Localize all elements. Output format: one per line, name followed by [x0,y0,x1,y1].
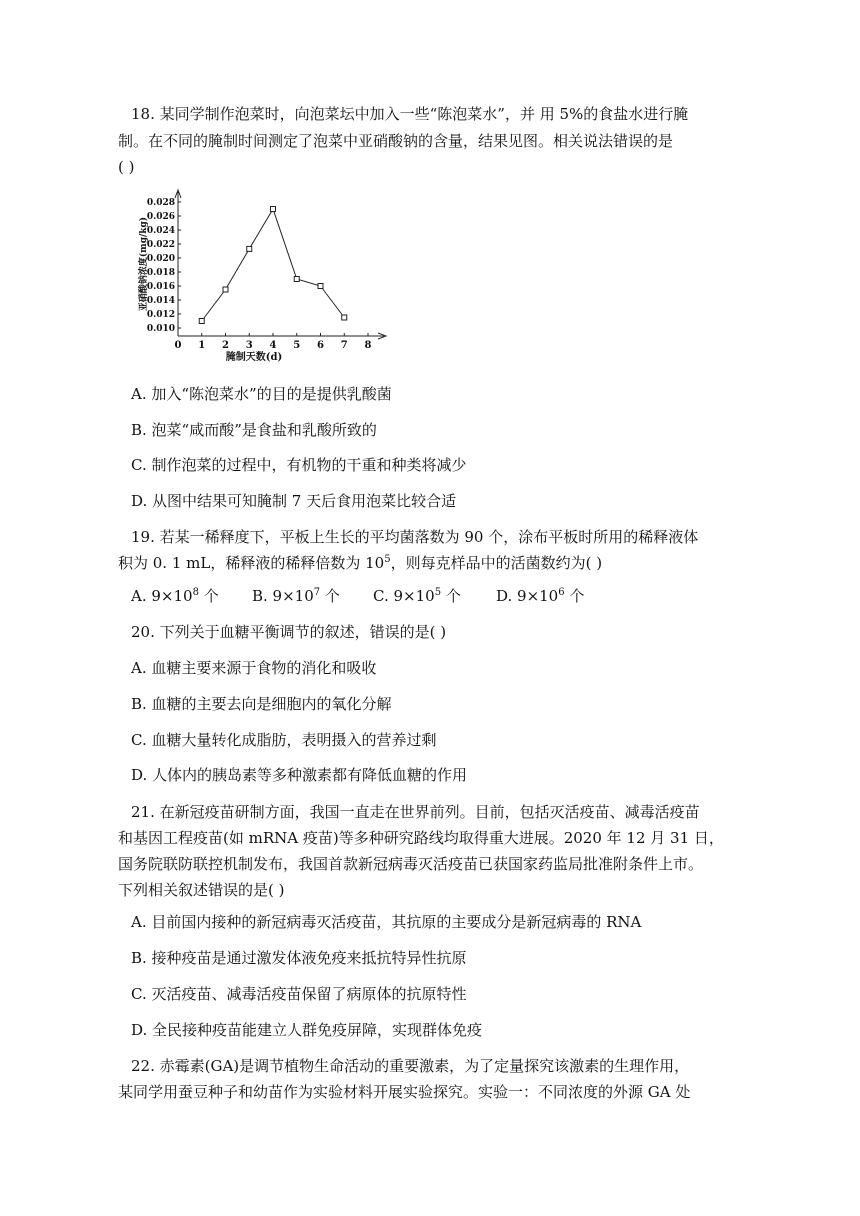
y-tick-label: 0.018 [146,268,175,278]
q20-option-c: C. 血糖大量转化成脂肪，表明摄入的营养过剩 [131,731,437,749]
q18-option-b: B. 泡菜“咸而酸”是食盐和乳酸所致的 [131,421,377,439]
q19-option-d: D. $9\times 10^6$ 个 [496,587,585,605]
data-point [342,315,347,320]
q18-stem-line3: ( ) [118,158,135,176]
q22-stem-line2: 某同学用蚕豆种子和幼苗作为实验材料开展实验探究。实验一：不同浓度的外源 GA 处 [118,1083,691,1101]
y-tick-label: 0.014 [146,296,175,306]
q18-option-d: D. 从图中结果可知腌制 7 天后食用泡菜比较合适 [131,492,457,510]
y-axis-label: 亚硝酸钠浓度(mg/kg) [139,216,149,312]
q19-options [131,586,584,606]
q19-option-c: C. $9\times 10^5$ 个 [373,587,461,605]
q19-stem-line1: 19. 若某一稀释度下，平板上生长的平均菌落数为 90 个，涂布平板时所用的稀释液体 [131,528,699,546]
q18-option-a: A. 加入“陈泡菜水”的目的是提供乳酸菌 [131,385,392,403]
nitrite-line-chart [128,188,390,368]
chart-axes [175,190,386,339]
x-tick-label: 1 [198,340,206,351]
series-line [202,209,345,321]
q21-option-b: B. 接种疫苗是通过激发体液免疫来抵抗特异性抗原 [131,949,467,967]
q21-stem-line3: 国务院联防联控机制发布，我国首款新冠病毒灭活疫苗已获国家药监局批准附条件上市。 [118,855,704,873]
data-point [223,287,228,292]
q21-stem-line2: 和基因工程疫苗(如 mRNA 疫苗)等多种研究路线均取得重大进展。2020 年 12 月 31 日， [118,829,724,847]
data-point [318,284,323,289]
y-tick-label: 0.020 [146,254,175,264]
q22-stem-line1: 22. 赤霉素(GA)是调节植物生命活动的重要激素，为了定量探究该激素的生理作用， [131,1057,690,1075]
data-point [199,319,204,324]
x-tick-label: 5 [293,340,301,351]
q20-option-d: D. 人体内的胰岛素等多种激素都有降低血糖的作用 [131,766,468,784]
x-tick-label: 7 [340,340,348,351]
data-point [247,246,252,251]
q20-option-a: A. 血糖主要来源于食物的消化和吸收 [131,659,377,677]
y-tick-label: 0.026 [146,212,175,222]
y-tick-label: 0.022 [146,240,175,250]
x-tick-label: 0 [174,340,182,351]
x-tick-label: 6 [317,340,324,351]
q18-option-c: C. 制作泡菜的过程中，有机物的干重和种类将减少 [131,456,467,474]
q21-option-c: C. 灭活疫苗、减毒活疫苗保留了病原体的抗原特性 [131,985,467,1003]
q21-stem-line1: 21. 在新冠疫苗研制方面，我国一直走在世界前列。目前，包括灭活疫苗、减毒活疫苗 [131,803,700,821]
q20-stem-line1: 20. 下列关于血糖平衡调节的叙述，错误的是( ) [131,623,447,641]
x-tick-label: 3 [245,340,253,351]
q21-option-a: A. 目前国内接种的新冠病毒灭活疫苗，其抗原的主要成分是新冠病毒的 RNA [131,913,642,931]
x-tick-label: 2 [222,340,229,351]
q19-stem-line2: 积为 0. 1 mL，稀释液的稀释倍数为 $10^5$，则每克样品中的活菌数约为( ) [118,554,603,572]
y-tick-label: 0.016 [146,282,175,292]
y-tick-label: 0.012 [146,310,175,320]
x-tick-label: 4 [269,340,277,351]
chart-y-ticks [147,198,181,334]
q18-stem-line1: 18. 某同学制作泡菜时，向泡菜坛中加入一些“陈泡菜水”，并 用 5%的食盐水进行腌 [131,105,689,123]
x-axis-label: 腌制天数(d) [225,352,283,363]
chart-points [199,207,347,324]
q21-option-d: D. 全民接种疫苗能建立人群免疫屏障，实现群体免疫 [131,1021,483,1039]
x-tick-label: 8 [364,340,372,351]
y-tick-label: 0.010 [146,324,175,334]
y-tick-label: 0.024 [146,226,175,236]
q20-option-b: B. 血糖的主要去向是细胞内的氧化分解 [131,695,392,713]
data-point [294,277,299,282]
q18-stem-line2: 制。在不同的腌制时间测定了泡菜中亚硝酸钠的含量，结果见图。相关说法错误的是 [118,132,674,150]
y-tick-label: 0.028 [146,198,175,208]
q19-option-a: A. $9\times 10^8$ 个 [131,587,219,605]
q21-stem-line4: 下列相关叙述错误的是( ) [118,881,285,899]
q19-option-b: B. $9\times 10^7$ 个 [252,587,340,605]
data-point [271,207,276,212]
